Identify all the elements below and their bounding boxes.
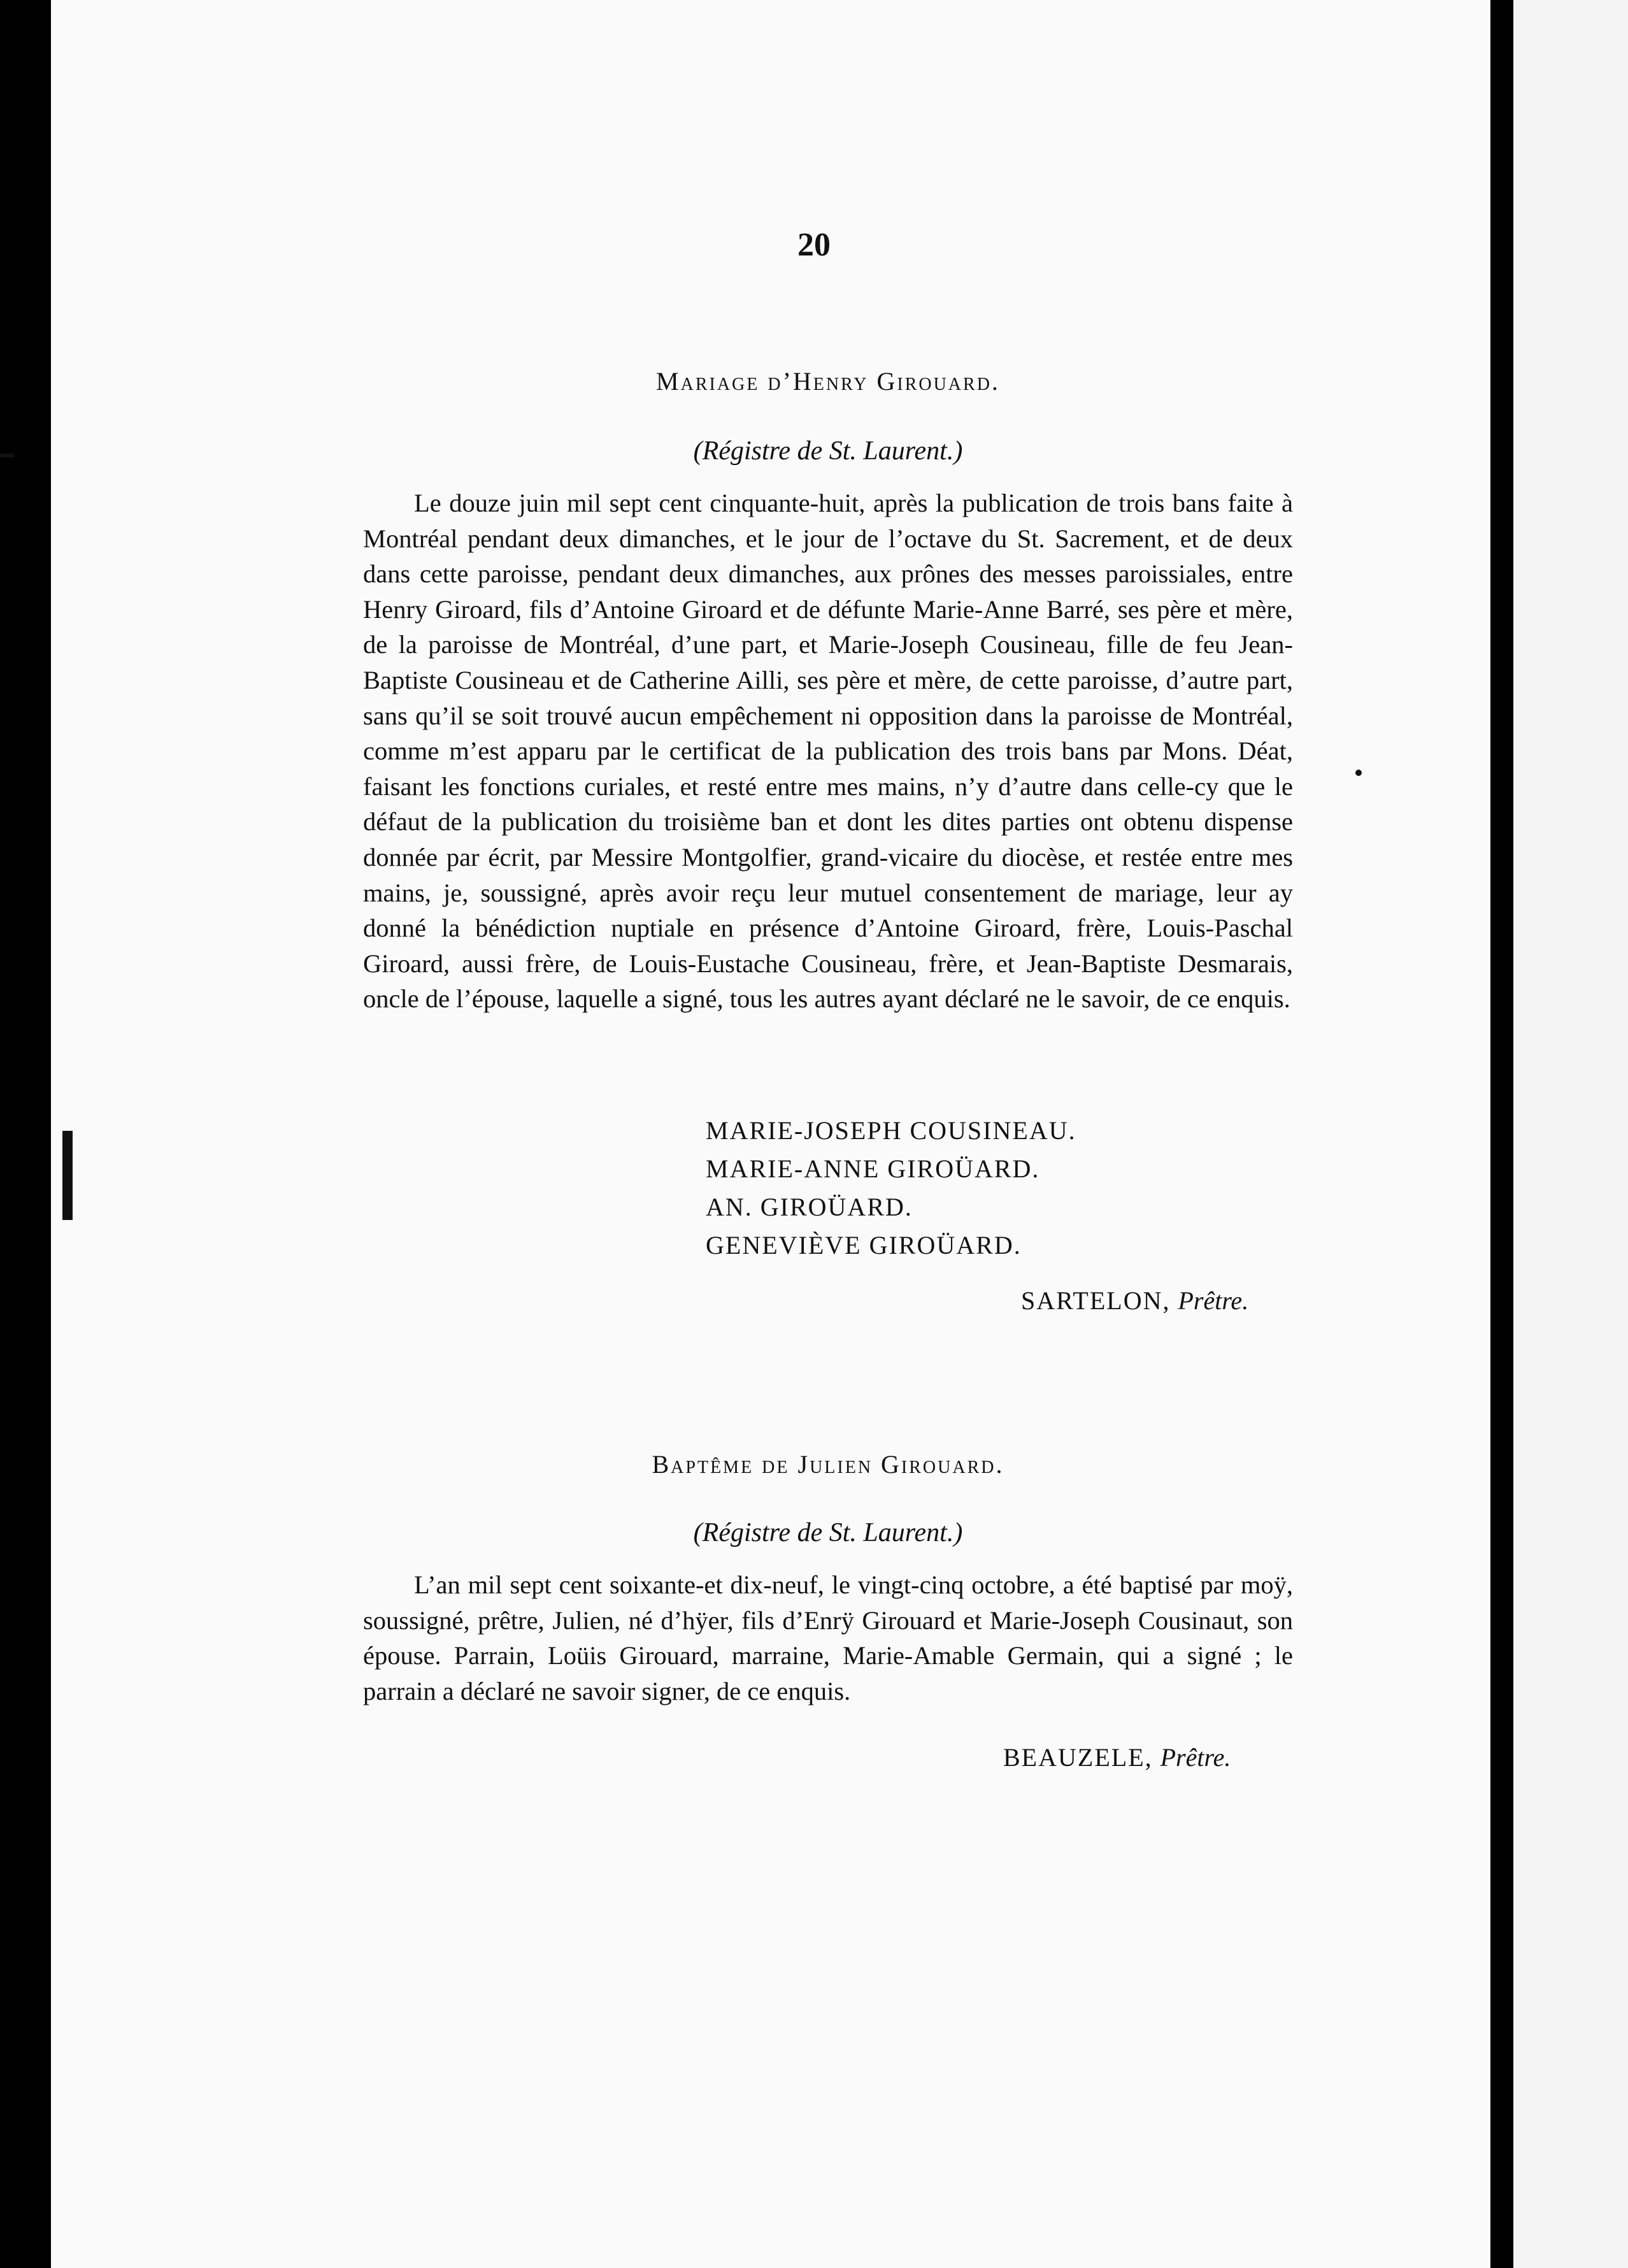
scan-gutter	[1490, 0, 1513, 2268]
priest-signature	[1003, 1742, 1231, 1772]
priest-signature	[1021, 1286, 1248, 1316]
baptism-record-text: L’an mil sept cent soixante-et dix-neuf, le vingt-cinq octobre, a été baptisé par moÿ, soussigné, prêtre, Julien, né d’hÿer, fils d’Enrÿ Girouard et Marie-Joseph Cousinaut, son épouse. Parrain, Loüis Girouard, marraine, Marie-Amable Germain, qui a signé ; le parrain a déclaré ne savoir signer, de ce enquis.	[363, 1570, 1293, 1705]
register-note: (Régistre de St. Laurent.)	[693, 436, 963, 466]
signature-line: GENEVIÈVE GIROÜARD.	[706, 1231, 1022, 1260]
marriage-record-text: Le douze juin mil sept cent cinquante-huit, après la publication de trois bans faite à Montréal pendant deux dimanches, et le jour de l’octave du St. Sacrement, et de deux dans cette paroisse, pendant deux dimanches, aux prônes des messes paroissiales, entre Henry Giroard, fils d’Antoine Giroard et de défunte Marie-Anne Barré, ses père et mère, de la paroisse de Montréal, d’une part, et Marie-Joseph Cousineau, fille de feu Jean-Baptiste Cousineau et de Catherine Ailli, ses père et mère, de cette paroisse, d’autre part, sans qu’il se soit trouvé aucun empêchement ni opposition dans la paroisse de Montréal, comme m’est apparu par le certificat de la publication des trois bans par Mons. Déat, faisant les fonctions curiales, et resté entre mes mains, n’y d’autre dans celle-cy que le défaut de la publication du troisième ban et dont les dites parties ont obtenu dispense donnée par écrit, par Messire Montgolfier, grand-vicaire du diocèse, et restée entre mes mains, je, soussigné, après avoir reçu leur mutuel consentement de mariage, leur ay donné la bénédiction nuptiale en présence d’Antoine Giroard, frère, Louis-Paschal Giroard, aussi frère, de Louis-Eustache Cousineau, frère, et Jean-Baptiste Desmarais, oncle de l’épouse, laquelle a signé, tous les autres ayant déclaré ne le savoir, de ce enquis.	[363, 489, 1293, 1014]
scan-edge-mark	[1355, 770, 1362, 776]
section-heading: Mariage d’Henry Girouard.	[656, 367, 1000, 396]
register-note: (Régistre de St. Laurent.)	[693, 1518, 963, 1547]
page-number: 20	[797, 227, 831, 263]
adjacent-page-edge	[1513, 0, 1628, 2268]
signature-line: MARIE-ANNE GIROÜARD.	[706, 1154, 1040, 1183]
signature-line: MARIE-JOSEPH COUSINEAU.	[706, 1116, 1076, 1145]
section-marriage	[363, 366, 1293, 1017]
priest-title: Prêtre.	[1160, 1743, 1231, 1772]
scan-edge-mark	[0, 454, 14, 457]
scan-edge-mark	[62, 1131, 73, 1220]
section-heading: Baptême de Julien Girouard.	[652, 1450, 1004, 1479]
priest-name: SARTELON,	[1021, 1286, 1171, 1315]
signature-list	[706, 1112, 1076, 1265]
priest-title: Prêtre.	[1178, 1286, 1249, 1315]
signature-line: AN. GIROÜARD.	[706, 1193, 913, 1221]
priest-name: BEAUZELE,	[1003, 1743, 1153, 1772]
section-baptism	[363, 1449, 1293, 1709]
